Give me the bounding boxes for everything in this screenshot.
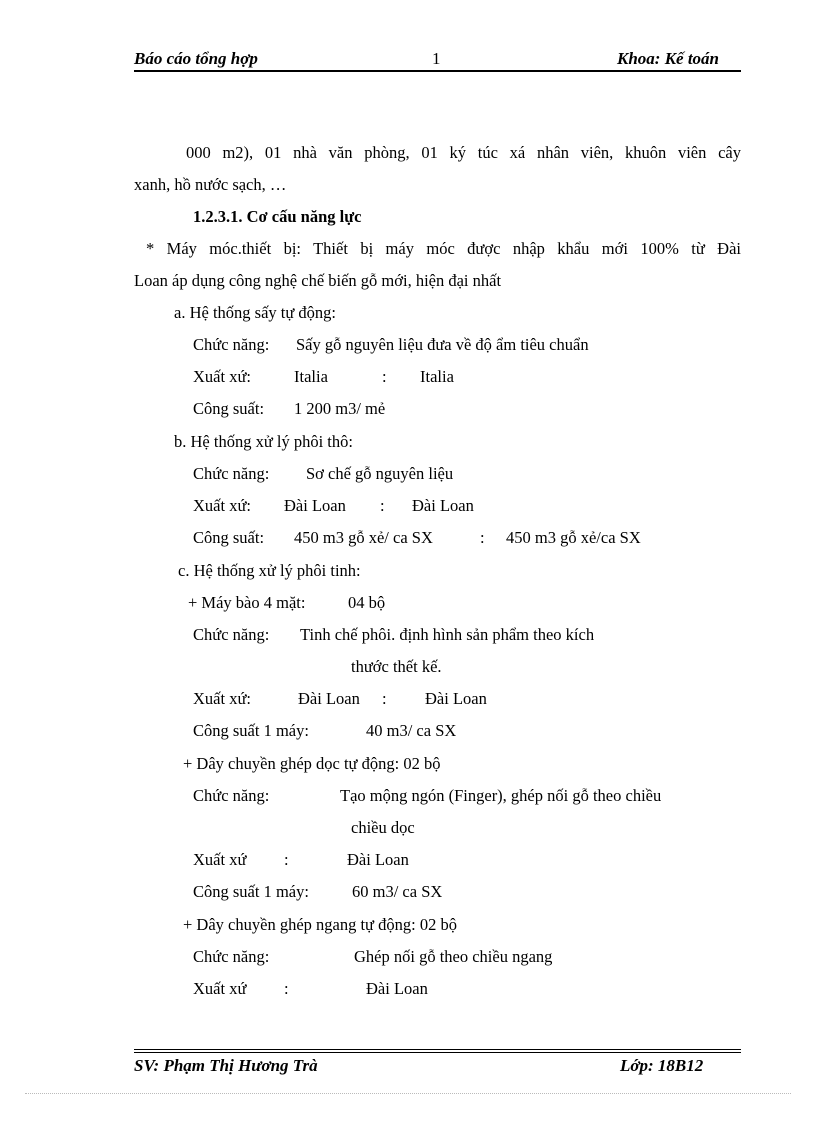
- subsection-b-title: b. Hệ thống xử lý phôi thô:: [174, 432, 353, 451]
- c3-item: + Dây chuyền ghép ngang tự động: 02 bộ: [183, 915, 457, 934]
- a-origin-label: Xuất xứ:: [193, 367, 251, 386]
- c3-function-value: Ghép nối gỗ theo chiều ngang: [354, 947, 553, 966]
- a-origin-colon: :: [382, 367, 387, 386]
- c1-capacity-value: 40 m3/ ca SX: [366, 721, 457, 740]
- c1-item: + Máy bào 4 mặt:: [188, 593, 306, 612]
- footer-rule-top: [134, 1049, 741, 1050]
- c1-origin-value-2: Đài Loan: [425, 689, 487, 708]
- c1-function-value: Tinh chế phôi. định hình sản phẩm theo kích: [300, 625, 595, 644]
- b-origin-value: Đài Loan: [284, 496, 346, 515]
- b-function-value: Sơ chế gỗ nguyên liệu: [306, 464, 454, 483]
- subsection-c-title: c. Hệ thống xử lý phôi tinh:: [178, 561, 361, 580]
- c1-function-label: Chức năng:: [193, 625, 270, 644]
- c1-origin-label: Xuất xứ:: [193, 689, 251, 708]
- c1-capacity-label: Công suất 1 máy:: [193, 721, 309, 740]
- c3-function-label: Chức năng:: [193, 947, 270, 966]
- c2-capacity-label: Công suất 1 máy:: [193, 882, 309, 901]
- a-capacity-label: Công suất:: [193, 399, 265, 418]
- c2-capacity-value: 60 m3/ ca SX: [352, 882, 443, 901]
- a-origin-value-2: Italia: [420, 367, 454, 386]
- c2-origin-colon: :: [284, 850, 289, 869]
- c2-origin-label: Xuất xứ: [193, 850, 247, 869]
- c1-origin-value: Đài Loan: [298, 689, 360, 708]
- c2-function-value-2: chiều dọc: [351, 818, 415, 837]
- page-number: 1: [432, 49, 441, 68]
- c2-function-label: Chức năng:: [193, 786, 270, 805]
- c2-function-value: Tạo mộng ngón (Finger), ghép nối gỗ theo chiều: [340, 786, 662, 805]
- header-left: Báo cáo tổng hợp: [134, 49, 258, 68]
- paragraph-2-line-1: * Máy móc.thiết bị: Thiết bị máy móc được nhập khẩu mới 100% từ Đài: [146, 239, 741, 258]
- c2-origin-value: Đài Loan: [347, 850, 409, 869]
- c1-origin-colon: :: [382, 689, 387, 708]
- paragraph-2-line-2: Loan áp dụng công nghệ chế biến gỗ mới, hiện đại nhất: [134, 271, 502, 290]
- a-capacity-value: 1 200 m3/ mẻ: [294, 399, 386, 418]
- header-rule: [134, 70, 741, 72]
- section-heading: 1.2.3.1. Cơ cấu năng lực: [193, 207, 362, 226]
- b-origin-value-2: Đài Loan: [412, 496, 474, 515]
- footer-left: SV: Phạm Thị Hương Trà: [134, 1056, 318, 1075]
- paragraph-1-line-1: 000 m2), 01 nhà văn phòng, 01 ký túc xá nhân viên, khuôn viên cây: [186, 143, 741, 162]
- b-capacity-colon: :: [480, 528, 485, 547]
- footer-right: Lớp: 18B12: [620, 1056, 704, 1075]
- b-origin-label: Xuất xứ:: [193, 496, 251, 515]
- a-origin-value: Italia: [294, 367, 328, 386]
- a-function-label: Chức năng:: [193, 335, 270, 354]
- b-origin-colon: :: [380, 496, 385, 515]
- a-function-value: Sấy gỗ nguyên liệu đưa về độ ẩm tiêu chuẩn: [296, 335, 589, 354]
- paragraph-1-line-2: xanh, hồ nước sạch, …: [134, 175, 287, 194]
- c2-item: + Dây chuyền ghép dọc tự động: 02 bộ: [183, 754, 441, 773]
- c1-count: 04 bộ: [348, 593, 386, 612]
- c3-origin-colon: :: [284, 979, 289, 998]
- header-right: Khoa: Kế toán: [617, 49, 720, 68]
- b-function-label: Chức năng:: [193, 464, 270, 483]
- footer-rule-bottom: [134, 1052, 741, 1053]
- b-capacity-label: Công suất:: [193, 528, 265, 547]
- b-capacity-value: 450 m3 gỗ xẻ/ ca SX: [294, 528, 433, 547]
- c1-function-value-2: thước thết kế.: [351, 657, 442, 676]
- c3-origin-value: Đài Loan: [366, 979, 428, 998]
- c3-origin-label: Xuất xứ: [193, 979, 247, 998]
- b-capacity-value-2: 450 m3 gỗ xẻ/ca SX: [506, 528, 641, 547]
- page-bottom-edge: [25, 1093, 791, 1094]
- subsection-a-title: a. Hệ thống sấy tự động:: [174, 303, 337, 322]
